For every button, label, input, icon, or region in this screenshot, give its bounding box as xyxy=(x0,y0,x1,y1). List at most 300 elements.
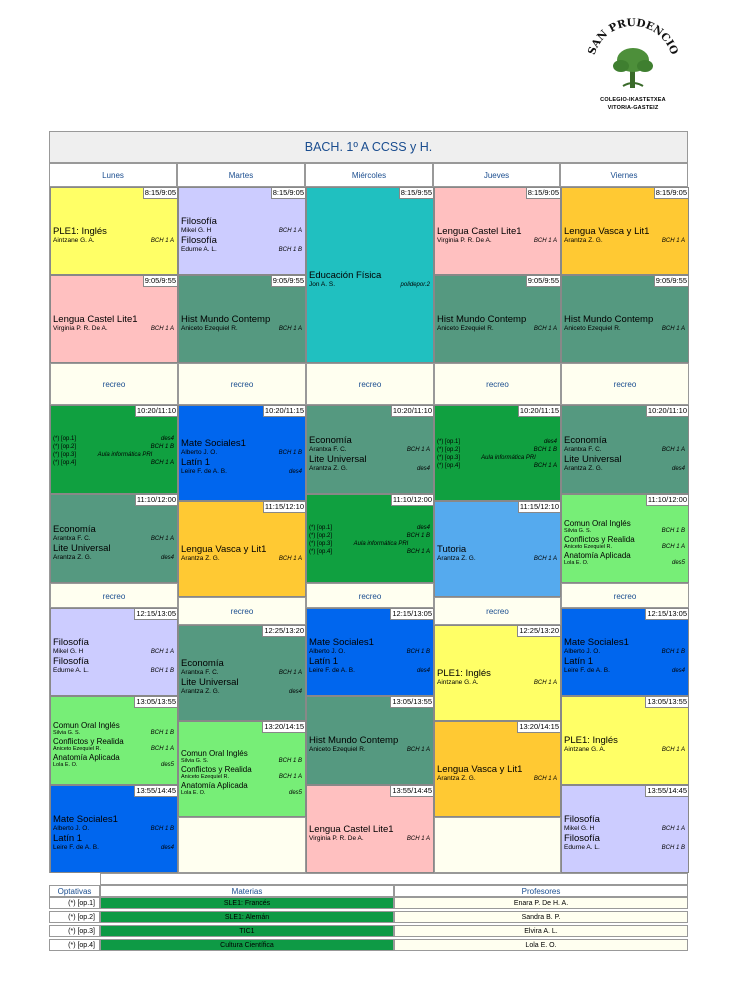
subject-name: Mate Sociales1 xyxy=(53,814,118,825)
group-name: BCH 1 B xyxy=(661,845,685,851)
optativa-line xyxy=(437,438,557,446)
teacher-row xyxy=(181,246,302,254)
subject-name: PLE1: Inglés xyxy=(564,735,618,746)
group-name: BCH 1 A xyxy=(661,326,685,332)
teacher-name: Arantza Z. G. xyxy=(309,465,348,472)
cell-content xyxy=(309,637,430,675)
group-name: des4 xyxy=(160,555,174,561)
teacher-name: Alberto J. O. xyxy=(309,648,346,655)
schedule-cell-mie3[interactable] xyxy=(306,405,434,494)
subject-name: Mate Sociales1 xyxy=(564,637,629,648)
subject-name: PLE1: Inglés xyxy=(437,668,491,679)
group-name: BCH 1 A xyxy=(533,556,557,562)
teacher-name: Aniceto Ezequiel R. xyxy=(564,325,621,332)
teacher-row xyxy=(53,667,174,675)
subject-name: Economía xyxy=(309,435,352,446)
teacher-name: Arantza Z. G. xyxy=(564,237,603,244)
teacher-row xyxy=(309,281,430,289)
optativa-line xyxy=(53,451,174,459)
teacher-row xyxy=(437,679,557,687)
schedule-cell-vie6[interactable] xyxy=(561,696,689,785)
group-name: BCH 1 B xyxy=(661,528,685,534)
teacher-name: Arantxa F. C. xyxy=(181,669,219,676)
teacher-name: Mikel G. H xyxy=(181,227,212,234)
subject-name: Latín 1 xyxy=(564,656,594,667)
subject-name: Anatomía Aplicada xyxy=(181,781,248,790)
cell-content xyxy=(181,216,302,254)
teacher-row xyxy=(181,227,302,235)
legend-profesor: Lola E. O. xyxy=(394,939,688,951)
time-slot: 10:20/11:15 xyxy=(519,406,559,415)
teacher-row xyxy=(564,648,685,656)
optativa-group: BCH 1 B xyxy=(406,533,430,539)
optativa-group: BCH 1 B xyxy=(533,447,557,453)
cell-content xyxy=(437,544,557,563)
teacher-row xyxy=(309,746,430,754)
logo-line-1: COLEGIO-IKASTETXEA xyxy=(600,97,666,103)
time-slot: 9:05/9:55 xyxy=(144,276,176,285)
time-slot: 13:55/14:45 xyxy=(392,786,432,795)
optativa-room: Aula informática PRI xyxy=(97,452,153,458)
optativa-code: (*) [op.2] xyxy=(309,533,333,539)
teacher-row xyxy=(181,325,302,333)
time-slot: 13:05/13:55 xyxy=(647,697,687,706)
schedule-cell-jue1[interactable] xyxy=(434,187,561,275)
subject-name: Mate Sociales1 xyxy=(309,637,374,648)
schedule-cell-lun6[interactable] xyxy=(50,696,178,785)
teacher-name: Aintzane G. A. xyxy=(564,746,606,753)
cell-content xyxy=(53,814,174,852)
subject-name: Latín 1 xyxy=(309,656,339,667)
optativa-code: (*) [op.4] xyxy=(437,463,461,469)
schedule-cell-vie1[interactable] xyxy=(561,187,689,275)
teacher-name: Aniceto Ezequiel R. xyxy=(564,544,612,550)
optativa-room: Aula informática PRI xyxy=(353,541,409,547)
teacher-row xyxy=(53,746,174,753)
subject-name: Lengua Castel Lite1 xyxy=(437,226,522,237)
subject-name: Filosofía xyxy=(181,235,217,246)
legend-materia: SLE1: Alemán xyxy=(100,911,394,923)
subject-name: Comun Oral Inglés xyxy=(181,749,248,758)
teacher-row xyxy=(309,465,430,473)
legend-top-bar xyxy=(100,873,688,885)
cell-content xyxy=(181,749,302,797)
schedule-cell-lun7[interactable] xyxy=(50,785,178,873)
days-header xyxy=(49,163,688,187)
subject-name: Filosofía xyxy=(564,814,600,825)
cell-content xyxy=(437,226,557,245)
teacher-row xyxy=(53,325,174,333)
cell-content xyxy=(564,735,685,754)
teacher-row xyxy=(181,555,302,563)
subject-name: Filosofía xyxy=(53,637,89,648)
teacher-row xyxy=(564,746,685,754)
subject-name: Latín 1 xyxy=(181,457,211,468)
schedule-cell-vie4[interactable] xyxy=(561,494,689,583)
recreo-cell: recreo xyxy=(50,583,178,608)
time-slot: 8:15/9:05 xyxy=(272,188,304,197)
cell-content xyxy=(181,544,302,563)
cell-content xyxy=(564,435,685,473)
subject-name: Hist Mundo Contemp xyxy=(309,735,399,746)
teacher-name: Virginia P. R. De A. xyxy=(309,835,364,842)
teacher-name: Silvia G. S. xyxy=(181,758,209,764)
teacher-name: Aniceto Ezequiel R. xyxy=(181,325,238,332)
cell-content xyxy=(309,735,430,754)
subject-name: Lengua Castel Lite1 xyxy=(309,824,394,835)
group-name: BCH 1 B xyxy=(278,758,302,764)
time-slot: 13:05/13:55 xyxy=(136,697,176,706)
schedule-cell-mie6[interactable] xyxy=(306,696,434,785)
teacher-row xyxy=(564,465,685,473)
optativa-code: (*) [op.2] xyxy=(53,444,77,450)
day-header-0: Lunes xyxy=(49,163,177,187)
teacher-row xyxy=(309,446,430,454)
group-name: BCH 1 B xyxy=(406,649,430,655)
cell-content xyxy=(181,658,302,696)
teacher-row xyxy=(53,554,174,562)
group-name: BCH 1 A xyxy=(533,776,557,782)
subject-name: Filosofía xyxy=(53,656,89,667)
teacher-row xyxy=(564,667,685,675)
time-slot: 13:05/13:55 xyxy=(392,697,432,706)
recreo-cell: recreo xyxy=(306,583,434,608)
subject-name: Conflictos y Realida xyxy=(181,765,252,774)
schedule-cell-mar2[interactable] xyxy=(178,275,306,363)
group-name: BCH 1 B xyxy=(150,826,174,832)
group-name: BCH 1 B xyxy=(150,668,174,674)
group-name: BCH 1 A xyxy=(661,544,685,550)
legend-code: (*) [op.4] xyxy=(49,939,100,951)
teacher-row xyxy=(564,325,685,333)
subject-name: Filosofía xyxy=(564,833,600,844)
optativa-group: BCH 1 A xyxy=(533,463,557,469)
teacher-row xyxy=(564,528,685,535)
subject-name: Lengua Vasca y Lit1 xyxy=(564,226,650,237)
group-name: des4 xyxy=(671,466,685,472)
day-header-4: Viernes xyxy=(560,163,688,187)
recreo-cell: recreo xyxy=(434,597,561,625)
group-name: BCH 1 A xyxy=(278,670,302,676)
optativa-code: (*) [op.3] xyxy=(437,455,461,461)
teacher-row xyxy=(53,648,174,656)
cell-content xyxy=(564,226,685,245)
time-slot: 9:05/9:55 xyxy=(272,276,304,285)
optativa-line xyxy=(53,435,174,443)
cell-content xyxy=(564,814,685,852)
group-name: BCH 1 A xyxy=(661,747,685,753)
legend-materia: TIC1 xyxy=(100,925,394,937)
schedule-cell-vie3[interactable] xyxy=(561,405,689,494)
group-name: polidepor.2 xyxy=(400,282,430,288)
optativa-code: (*) [op.2] xyxy=(437,447,461,453)
optativa-line xyxy=(437,454,557,462)
cell-content xyxy=(564,637,685,675)
schedule-cell-lun3[interactable] xyxy=(50,405,178,494)
schedule-cell-mie5[interactable] xyxy=(306,608,434,696)
teacher-row xyxy=(564,844,685,852)
schedule-cell-vie5[interactable] xyxy=(561,608,689,696)
group-name: BCH 1 A xyxy=(406,447,430,453)
subject-name: Lite Universal xyxy=(181,677,239,688)
empty-cell xyxy=(178,817,306,873)
subject-name: Economía xyxy=(181,658,224,669)
recreo-cell: recreo xyxy=(178,597,306,625)
group-name: BCH 1 A xyxy=(661,238,685,244)
optativa-code: (*) [op.3] xyxy=(309,541,333,547)
teacher-row xyxy=(53,844,174,852)
group-name: BCH 1 A xyxy=(150,238,174,244)
teacher-row xyxy=(181,688,302,696)
optativa-line xyxy=(53,459,174,467)
group-name: BCH 1 A xyxy=(661,447,685,453)
teacher-name: Aintzane G. A. xyxy=(53,237,95,244)
optativa-group: BCH 1 B xyxy=(150,444,174,450)
subject-name: Comun Oral Inglés xyxy=(53,721,120,730)
teacher-row xyxy=(181,449,302,457)
teacher-row xyxy=(309,667,430,675)
logo-line-2: VITORIA-GASTEIZ xyxy=(607,105,659,111)
time-slot: 12:15/13:05 xyxy=(647,609,687,618)
schedule-cell-mar1[interactable] xyxy=(178,187,306,275)
schedule-cell-lun4[interactable] xyxy=(50,494,178,583)
group-name: BCH 1 A xyxy=(533,680,557,686)
teacher-name: Aniceto Ezequiel R. xyxy=(53,746,101,752)
teacher-name: Leire F. de A. B. xyxy=(564,667,610,674)
teacher-row xyxy=(181,790,302,797)
cell-content xyxy=(181,438,302,476)
optativa-group: des4 xyxy=(543,439,557,445)
optativa-line xyxy=(437,446,557,454)
group-name: BCH 1 A xyxy=(150,326,174,332)
subject-name: Lite Universal xyxy=(309,454,367,465)
group-name: des4 xyxy=(416,466,430,472)
cell-content xyxy=(53,524,174,562)
legend-profesor: Sandra B. P. xyxy=(394,911,688,923)
recreo-cell: recreo xyxy=(178,363,306,405)
group-name: BCH 1 A xyxy=(150,746,174,752)
teacher-row xyxy=(437,775,557,783)
schedule-cell-mar4[interactable] xyxy=(178,501,306,597)
group-name: BCH 1 A xyxy=(150,649,174,655)
teacher-name: Edurne A. L. xyxy=(181,246,217,253)
cell-content xyxy=(181,314,302,333)
legend-materia: SLE1: Francés xyxy=(100,897,394,909)
schedule-cell-mie7[interactable] xyxy=(306,785,434,873)
cell-content xyxy=(437,764,557,783)
cell-content xyxy=(53,637,174,675)
timetable-grid xyxy=(49,163,688,873)
cell-content xyxy=(437,668,557,687)
group-name: BCH 1 B xyxy=(278,450,302,456)
group-name: BCH 1 A xyxy=(278,228,302,234)
legend-header-profesores: Profesores xyxy=(394,885,688,897)
schedule-cell-vie2[interactable] xyxy=(561,275,689,363)
group-name: des4 xyxy=(416,668,430,674)
legend-code: (*) [op.3] xyxy=(49,925,100,937)
teacher-row xyxy=(181,468,302,476)
group-name: des5 xyxy=(160,762,174,768)
optativa-group: des4 xyxy=(160,436,174,442)
subject-name: PLE1: Inglés xyxy=(53,226,107,237)
optativa-group: BCH 1 A xyxy=(150,460,174,466)
time-slot: 10:20/11:15 xyxy=(264,406,304,415)
teacher-row xyxy=(181,774,302,781)
group-name: BCH 1 B xyxy=(150,730,174,736)
group-name: des4 xyxy=(160,845,174,851)
schedule-cell-vie7[interactable] xyxy=(561,785,689,873)
teacher-name: Alberto J. O. xyxy=(53,825,90,832)
time-slot: 13:55/14:45 xyxy=(136,786,176,795)
teacher-name: Jon A. S. xyxy=(309,281,336,288)
teacher-name: Arantza Z. G. xyxy=(181,555,220,562)
teacher-row xyxy=(53,237,174,245)
group-name: BCH 1 B xyxy=(278,247,302,253)
subject-name: Hist Mundo Contemp xyxy=(181,314,271,325)
optativa-code: (*) [op.1] xyxy=(309,525,333,531)
teacher-row xyxy=(181,669,302,677)
teacher-row xyxy=(564,544,685,551)
teacher-row xyxy=(53,730,174,737)
teacher-name: Arantza Z. G. xyxy=(181,688,220,695)
subject-name: Lengua Vasca y Lit1 xyxy=(181,544,267,555)
group-name: BCH 1 A xyxy=(150,536,174,542)
teacher-name: Virginia P. R. De A. xyxy=(53,325,108,332)
recreo-cell: recreo xyxy=(50,363,178,405)
day-header-2: Miércoles xyxy=(305,163,433,187)
schedule-cell-lun1[interactable] xyxy=(50,187,178,275)
teacher-name: Aintzane G. A. xyxy=(437,679,479,686)
legend-profesor: Enara P. De H. A. xyxy=(394,897,688,909)
teacher-row xyxy=(564,237,685,245)
teacher-row xyxy=(437,237,557,245)
group-name: BCH 1 A xyxy=(533,326,557,332)
subject-name: Economía xyxy=(564,435,607,446)
subject-name: Lengua Castel Lite1 xyxy=(53,314,138,325)
empty-cell xyxy=(434,817,561,873)
optativa-code: (*) [op.3] xyxy=(53,452,77,458)
optativa-line xyxy=(53,443,174,451)
recreo-cell: recreo xyxy=(306,363,434,405)
time-slot: 12:25/13:20 xyxy=(264,626,304,635)
time-slot: 9:05/9:55 xyxy=(527,276,559,285)
cell-content xyxy=(309,524,430,556)
time-slot: 8:15/9:55 xyxy=(400,188,432,197)
teacher-row xyxy=(437,325,557,333)
legend-materia: Cultura Científica xyxy=(100,939,394,951)
schedule-cell-mie4[interactable] xyxy=(306,494,434,583)
teacher-name: Edurne A. L. xyxy=(53,667,89,674)
subject-name: Anatomía Aplicada xyxy=(53,753,120,762)
teacher-row xyxy=(181,758,302,765)
teacher-name: Arantxa F. C. xyxy=(309,446,347,453)
teacher-name: Edurne A. L. xyxy=(564,844,600,851)
cell-content xyxy=(53,314,174,333)
schedule-cell-jue4[interactable] xyxy=(434,501,561,597)
subject-name: Hist Mundo Contemp xyxy=(437,314,527,325)
time-slot: 11:15/12:10 xyxy=(264,502,304,511)
schedule-cell-mar5[interactable] xyxy=(178,625,306,721)
teacher-name: Lola E. O. xyxy=(564,560,589,566)
time-slot: 8:15/9:05 xyxy=(144,188,176,197)
optativa-group: BCH 1 A xyxy=(406,549,430,555)
cell-content xyxy=(564,314,685,333)
schedule-cell-jue5[interactable] xyxy=(434,625,561,721)
subject-name: Anatomía Aplicada xyxy=(564,551,631,560)
group-name: BCH 1 B xyxy=(661,649,685,655)
legend-header-materias: Materias xyxy=(100,885,394,897)
time-slot: 8:15/9:05 xyxy=(655,188,687,197)
optativa-line xyxy=(437,462,557,470)
optativa-line xyxy=(309,524,430,532)
teacher-row xyxy=(564,825,685,833)
schedule-cell-mar3[interactable] xyxy=(178,405,306,501)
schedule-cell-jue3[interactable] xyxy=(434,405,561,501)
time-slot: 13:55/14:45 xyxy=(647,786,687,795)
subject-name: Tutoria xyxy=(437,544,467,555)
group-name: des5 xyxy=(288,790,302,796)
cell-content xyxy=(309,270,430,289)
teacher-name: Leire F. de A. B. xyxy=(181,468,227,475)
teacher-row xyxy=(564,446,685,454)
teacher-name: Aniceto Ezequiel R. xyxy=(437,325,494,332)
subject-name: Conflictos y Realida xyxy=(564,535,635,544)
schedule-cell-jue6[interactable] xyxy=(434,721,561,817)
legend-code: (*) [op.1] xyxy=(49,897,100,909)
cell-content xyxy=(309,824,430,843)
time-slot: 13:20/14:15 xyxy=(264,722,304,731)
recreo-cell: recreo xyxy=(561,363,689,405)
time-slot: 11:15/12:10 xyxy=(519,502,559,511)
logo-name: SAN PRUDENCIO xyxy=(585,18,681,57)
group-name: des4 xyxy=(671,668,685,674)
group-name: des4 xyxy=(288,469,302,475)
schedule-cell-mie1[interactable] xyxy=(306,187,434,363)
recreo-cell: recreo xyxy=(434,363,561,405)
time-slot: 11:10/12:00 xyxy=(392,495,432,504)
time-slot: 10:20/11:10 xyxy=(136,406,176,415)
teacher-name: Leire F. de A. B. xyxy=(53,844,99,851)
subject-name: Conflictos y Realida xyxy=(53,737,124,746)
teacher-row xyxy=(309,648,430,656)
teacher-name: Virginia P. R. De A. xyxy=(437,237,492,244)
schedule-cell-mar6[interactable] xyxy=(178,721,306,817)
schedule-cell-lun5[interactable] xyxy=(50,608,178,696)
subject-name: Latín 1 xyxy=(53,833,83,844)
cell-content xyxy=(53,435,174,467)
cell-content xyxy=(53,721,174,769)
teacher-row xyxy=(437,555,557,563)
subject-name: Economía xyxy=(53,524,96,535)
schedule-title: BACH. 1º A CCSS y H. xyxy=(49,131,688,163)
day-header-1: Martes xyxy=(177,163,305,187)
optativa-code: (*) [op.4] xyxy=(53,460,77,466)
optativa-room: Aula informática PRI xyxy=(481,455,536,461)
group-name: BCH 1 A xyxy=(533,238,557,244)
teacher-name: Arantza Z. G. xyxy=(564,465,603,472)
time-slot: 8:15/9:05 xyxy=(527,188,559,197)
schedule-cell-jue2[interactable] xyxy=(434,275,561,363)
teacher-name: Leire F. de A. B. xyxy=(309,667,355,674)
optativa-code: (*) [op.1] xyxy=(437,439,461,445)
day-header-3: Jueves xyxy=(433,163,560,187)
group-name: BCH 1 A xyxy=(278,326,302,332)
subject-name: Educación Física xyxy=(309,270,382,281)
group-name: BCH 1 A xyxy=(278,774,302,780)
schedule-cell-lun2[interactable] xyxy=(50,275,178,363)
time-slot: 12:25/13:20 xyxy=(519,626,559,635)
group-name: BCH 1 A xyxy=(406,836,430,842)
